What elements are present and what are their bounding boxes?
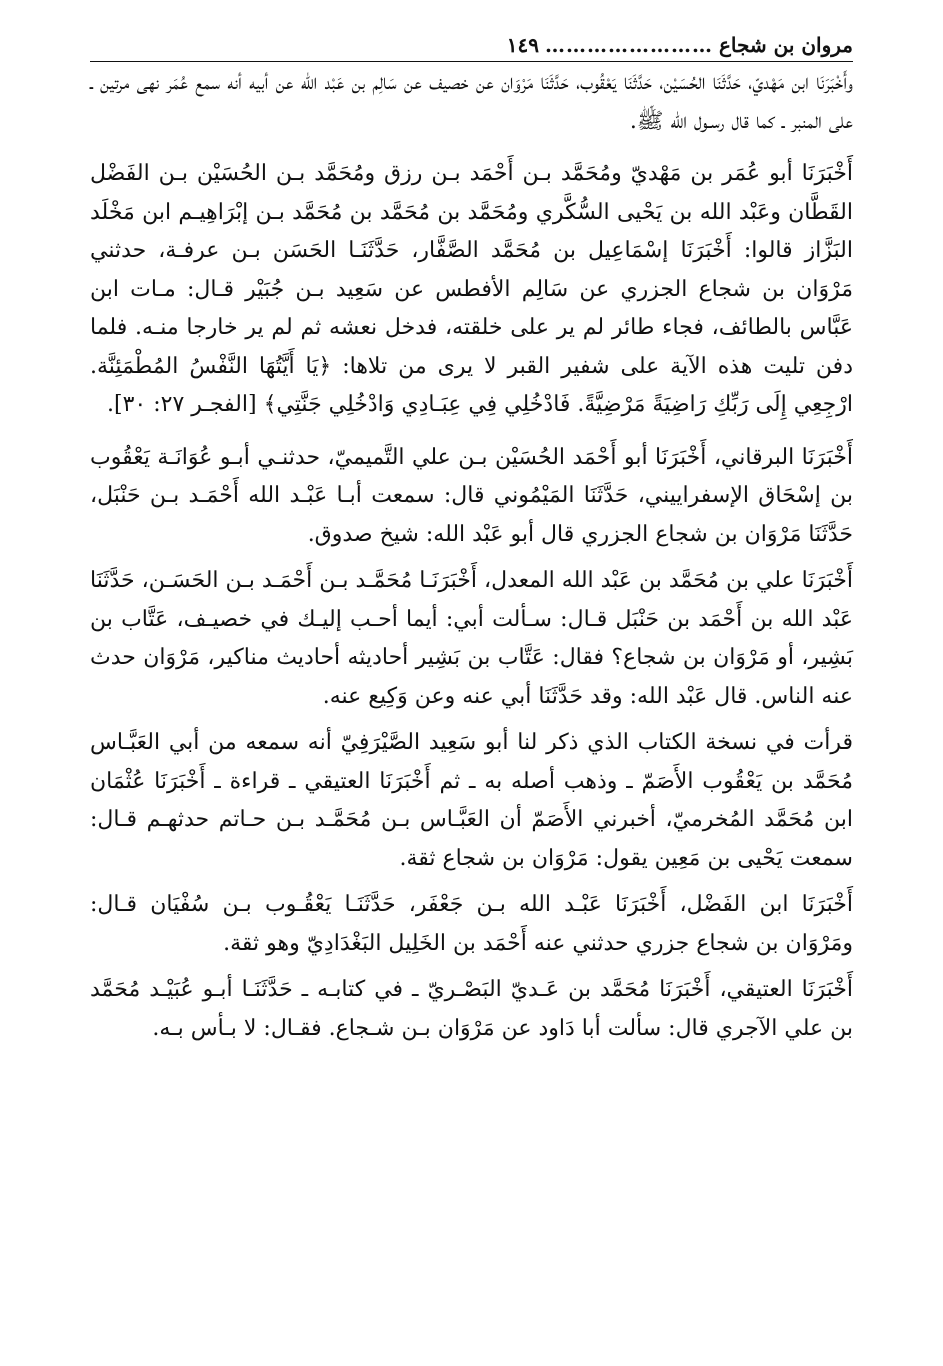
paragraph: أَخْبَرَنَا البرقاني، أَخْبَرَنَا أبو أَحْمَد الحُسَيْن بـن علي التَّميميّ، حدثنـي أبـو عُوَانَـة يَعْقُوب بن إسْحَاق الإسفراييني، حَدَّثَنَا المَيْمُوني قال: سمعت أبـا عَبْـد الله أَحْمَـد بـن حَنْبَل، حَدَّثَنَا مَرْوَان بن شجاع الجزري قال أبو عَبْد الله: شيخ صدوق. <box>90 444 853 547</box>
paragraph: أَخْبَرَنَا العتيقي، أَخْبَرَنَا مُحَمَّد بن عَـديّ البَصْـريّ ـ في كتابـه ـ حَدَّثَنَـا أبـو عُبَيْـد مُحَمَّد بن علي الآجري قال: سألت أبا دَاود عن مَرْوَان بـن شـجاع. فقـال: لا بـأس بـه. <box>90 977 854 1041</box>
header-dots: …………………… <box>544 33 713 57</box>
paragraph: أَخْبَرَنَا ابن الفَضْل، أَخْبَرَنَا عَبْـد الله بـن جَعْفَر، حَدَّثَنَـا يَعْقُـوب بـن سُفْيَان قـال: ومَرْوَان بن شجاع جزري حدثني عنه أَحْمَد بن الخَلِيل البَغْدَادِيّ وهو ثقة. <box>90 892 853 956</box>
paragraph: قرأت في نسخة الكتاب الذي ذكر لنا أبو سَعِيد الصَّيْرَفِيّ أنه سمعه من أبي العَبَّـاس مُحَمَّد بن يَعْقُوب الأَصَمّ ـ وذهب أصله به ـ ثم أَخْبَرَنَا العتيقي ـ قراءة ـ أَخْبَرَنَا عُثْمَان ابن مُحَمَّد المُخرميّ، أخبرني الأَصَمّ أن العَبَّـاس بـن مُحَمَّـد بـن حـاتم حدثهـم قـال: سمعت يَحْيى بن مَعِين يقول: مَرْوَان بن شجاع ثقة. <box>90 730 853 871</box>
paragraph: أَخْبَرَنَا علي بن مُحَمَّد بن عَبْد الله المعدل، أَخْبَرَنَـا مُحَمَّـد بـن أَحْمَـد بـن الحَسَـن، حَدَّثَنَا عَبْد الله بن أَحْمَد بن حَنْبَل قـال: سـألت أبي: أيما أحـب إليـك في خصيـف، عَتَّاب بن بَشِير، أو مَرْوَان بن شجاع؟ فقال: عَتَّاب بن بَشِير أحاديثه أحاديث مناكير، مَرْوَان حدث عنه الناس. قال عَبْد الله: وقد حَدَّثَنَا أبي عنه وعن وَكِيع عنه. <box>89 568 853 709</box>
running-header <box>90 28 853 62</box>
page-number: ١٤٩ <box>506 33 539 57</box>
paragraph: وأَخْبَرَنَا ابن مَهْديّ، حَدَّثَنَا الحُسَيْن، حَدَّثَنَا يَعْقُوب، حَدَّثَنَا مَرْوَان عن خصيف عن سَالِم بن عَبْد الله عن أبيه أنه سمع عُمَر نهى مرتين ـ على المنبر ـ كما قال رسـول الله ﷺ. <box>90 70 853 134</box>
paragraph: أَخْبَرَنَا أبو عُمَر بن مَهْديّ ومُحَمَّد بـن أَحْمَد بـن رزق ومُحَمَّد بـن الحُسَيْن بـن الفَضْل القَطَّان وعَبْد الله بن يَحْيى السُّكَّري ومُحَمَّد بن مُحَمَّد بن مُحَمَّد بـن إبْرَاهِيـم ابن مَخْلَد البَزَّاز قالوا: أَخْبَرَنَا إسْمَاعِيل بن مُحَمَّد الصَّفَّار، حَدَّثَنَـا الحَسَن بـن عرفـة، حدثني مَرْوَان بن شجاع الجزري عن سَالِم الأفطس عن سَعِيد بـن جُبَيْر قـال: مـات ابن عَبَّاس بالطائف، فجاء طائر لم ير على خلقته، فدخل نعشه ثم لم ير خارجا منـه. فلما دفن تليت هذه الآية على شفير القبر لا يرى من تلاها: ﴿يَا أَيَّتُهَا النَّفْسُ المُطْمَئِنَّة. ارْجِعِي إِلَى رَبِّكِ رَاضِيَةً مَرْضِيَّةً. فَادْخُلِي فِي عِبَـادِي وَادْخُلِي جَنَّتِي﴾ [الفجـر ٢٧: ٣٠]. <box>90 161 854 417</box>
header-title: مروان بن شجاع <box>718 33 853 57</box>
